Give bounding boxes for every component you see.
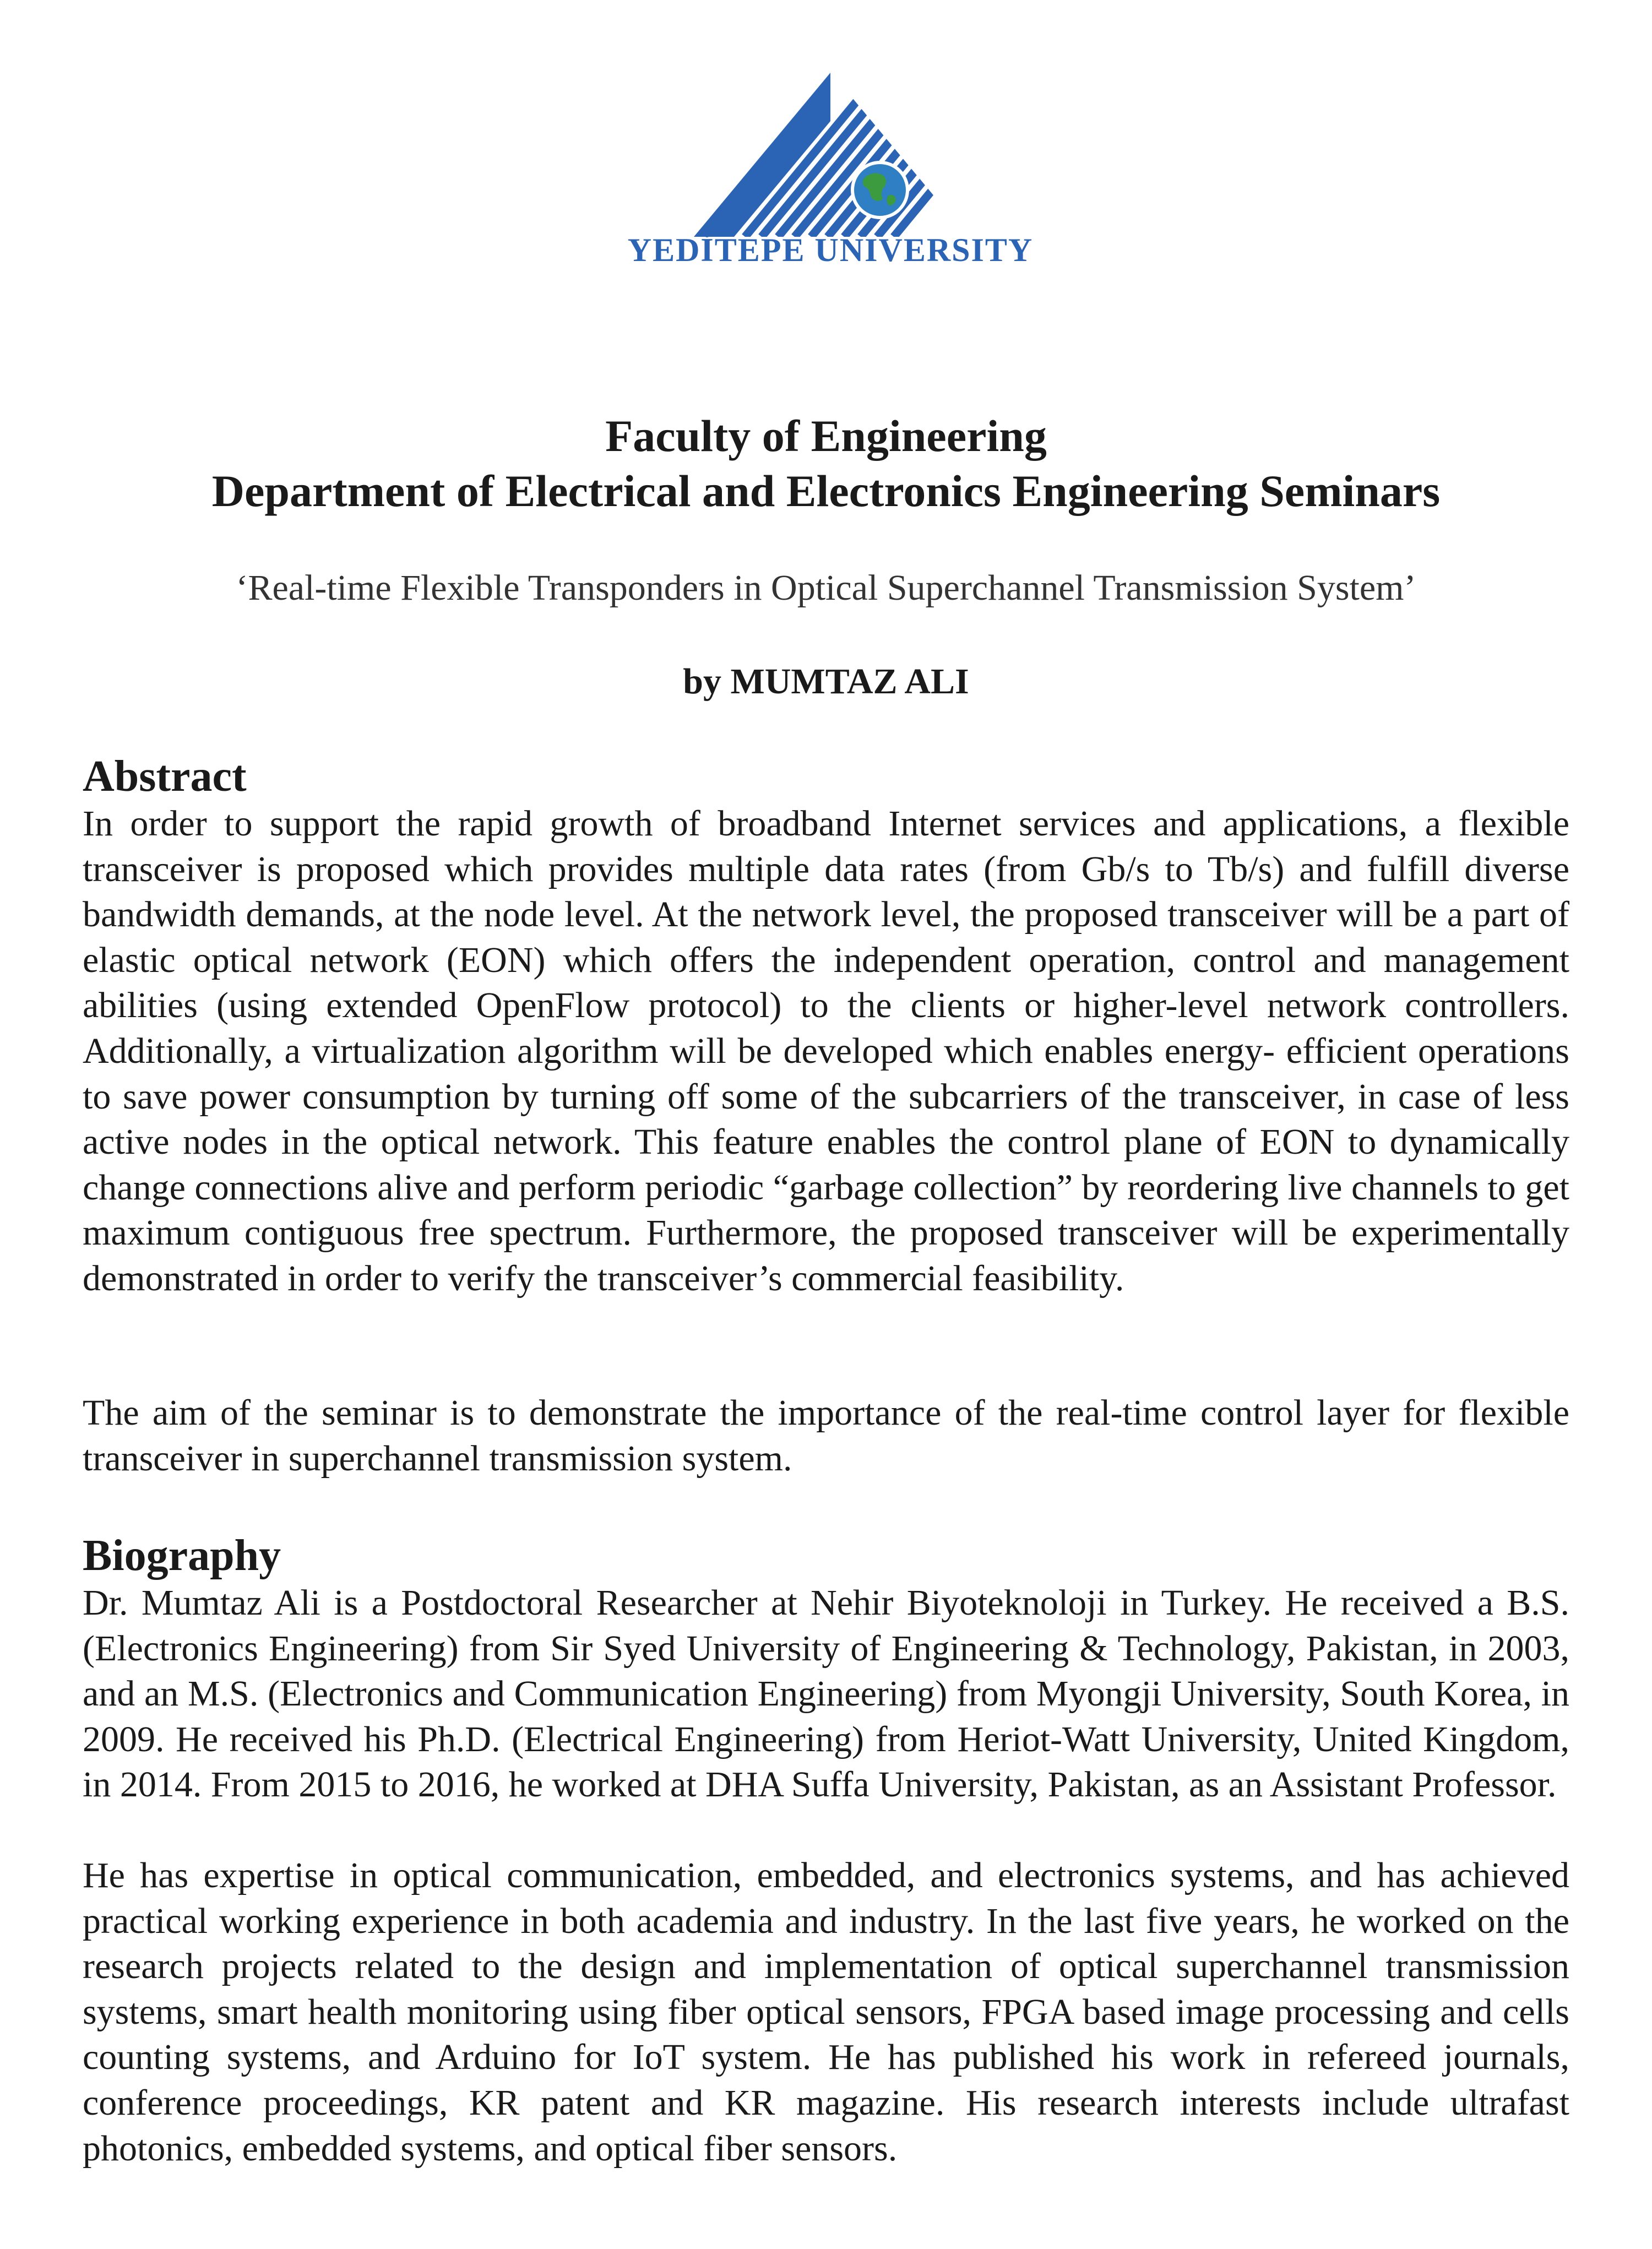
department-heading: Department of Electrical and Electronics Engineering Seminars [211,466,1441,516]
speaker-byline: by MUMTAZ ALI [683,661,969,702]
seminar-title: ‘Real-time Flexible Transponders in Optical Superchannel Transmission System’ [236,568,1416,608]
biography-expertise-paragraph: He has expertise in optical communication, embedded, and electronics systems, and has achieved practical working experience in both academia and industry. In the last five years, he worked on the research projects related to the design and implementation of optical superchannel transmission systems, smart health monitoring using fiber optical sensors, FPGA based image processing and cells counting systems, and Arduino for IoT system. He has published his work in refereed journals, conference proceedings, KR patent and KR magazine. His research interests include ultrafast photonics, embedded systems, and optical fiber sensors. [83,1855,1569,2169]
biography-paragraph: Dr. Mumtaz Ali is a Postdoctoral Researcher at Nehir Biyoteknoloji in Turkey. He received a B.S. (Electronics Engineering) from Sir Syed University of Engineering & Technology, Pakistan, in 2003, and an M.S. (Electronics and Communication Engineering) from Myongji University, South Korea, in 2009. He received his Ph.D. (Electrical Engineering) from Heriot-Watt University, United Kingdom, in 2014. From 2015 to 2016, he worked at DHA Suffa University, Pakistan, as an Assistant Professor. [83,1583,1569,1805]
abstract-heading: Abstract [83,752,247,801]
biography-heading: Biography [83,1531,281,1580]
university-name: YEDİTEPE UNIVERSITY [627,232,1034,268]
abstract-aim-paragraph: The aim of the seminar is to demonstrate the importance of the real-time control layer for flexible transceiver in superchannel transmission system. [83,1393,1569,1479]
faculty-heading: Faculty of Engineering [605,411,1047,461]
abstract-paragraph: In order to support the rapid growth of broadband Internet services and applications, a flexible transceiver is proposed which provides multiple data rates (from Gb/s to Tb/s) and fulfill diverse bandwidth demands, at the node level. At the network level, the proposed transceiver will be a part of elastic optical network (EON) which offers the independent operation, control and management abilities (using extended OpenFlow protocol) to the clients or higher-level network controllers. Additionally, a virtualization algorithm will be developed which enables energy- efficient operations to save power consumption by turning off some of the subcarriers of the transceiver, in case of less active nodes in the optical network. This feature enables the control plane of EON to dynamically change connections alive and perform periodic “garbage collection” by reordering live channels to get maximum contiguous free spectrum. Furthermore, the proposed transceiver will be experimentally demonstrated in order to verify the transceiver’s commercial feasibility. [83,803,1569,1299]
